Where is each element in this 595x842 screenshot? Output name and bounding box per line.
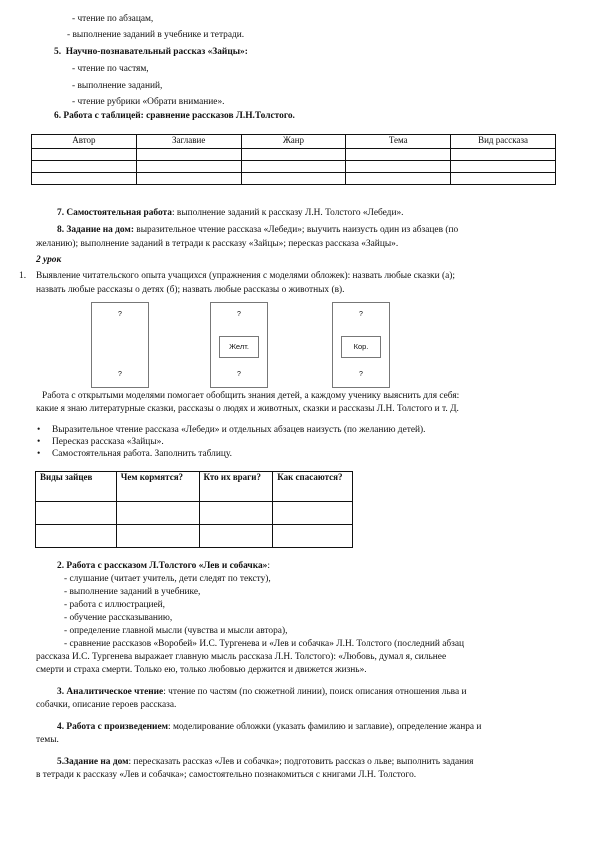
- cover-model-card-a: [91, 302, 149, 388]
- item7-text: : выполнение заданий к рассказу Л.Н. Толстого «Лебеди».: [171, 208, 404, 218]
- lesson2-item5-label: 5.Задание на дом: [57, 757, 129, 767]
- item7-label: 7. Самостоятельная работа: [57, 208, 172, 218]
- card-a-top: ?: [118, 311, 122, 318]
- lesson2-item4-line1: [57, 721, 557, 734]
- item8-text1: выразительное чтение рассказа «Лебеди»; выучить наизусть один из абзацев (по: [133, 225, 459, 235]
- item5-heading: [54, 46, 248, 59]
- table1-header-title: Заглавие: [136, 135, 241, 149]
- table1-header-genre: Жанр: [241, 135, 346, 149]
- card-c-bottom: ?: [359, 370, 363, 378]
- card-b-top: ?: [237, 311, 241, 318]
- lesson2-item2-label: 2. Работа с рассказом Л.Толстого «Лев и собачка»: [57, 561, 268, 571]
- table1-header-type: Вид рассказа: [451, 135, 556, 149]
- item2-line-3: - обучение рассказыванию,: [64, 613, 173, 623]
- lesson2-item3-label: 3. Аналитическое чтение: [57, 687, 164, 697]
- lesson2-item3-line2: собачки, описание героев рассказа.: [36, 700, 177, 710]
- card-a-bottom: ?: [118, 370, 122, 378]
- bullet-item-0: Выразительное чтение рассказа «Лебеди» и отдельных абзацев наизусть (по желанию детей).: [52, 425, 426, 435]
- lesson2-item5-line2: в тетради к рассказу «Лев и собачка»; самостоятельно познакомиться с книгами Л.Н. Толстого.: [36, 770, 417, 780]
- item5-line-0: - чтение по частям,: [72, 64, 149, 74]
- card-b-label: Желт.: [219, 336, 259, 358]
- item8-line2: желанию); выполнение заданий в тетради к рассказу «Зайцы»; пересказ рассказа «Зайцы».: [36, 239, 399, 249]
- text-tasks-textbook: - выполнение заданий в учебнике и тетради.: [67, 30, 245, 40]
- open-models-para-line1: Работа с открытыми моделями помогает обобщить знания детей, а каждому ученику выяснить для себя:: [42, 391, 460, 401]
- table2-header-escape: Как спасаются?: [273, 472, 353, 502]
- bullet-item-1: Пересказ рассказа «Зайцы».: [52, 437, 164, 447]
- item5-title: Научно-познавательный рассказ «Зайцы»:: [65, 47, 248, 57]
- item7: [57, 207, 404, 220]
- table-row: [36, 525, 353, 548]
- lesson2-item3-line1: [57, 686, 557, 699]
- open-models-para-line2: какие я знаю литературные сказки, рассказы о людях и животных, сказки и рассказы Л.Н. Толстого и т. Д.: [36, 404, 459, 414]
- lesson2-item4-line2: темы.: [36, 735, 59, 745]
- item1-line2: назвать любые рассказы о детях (б); назвать любые рассказы о животных (в).: [36, 285, 345, 295]
- text-reading-paragraphs: - чтение по абзацам,: [72, 14, 154, 24]
- table2-header-food: Чем кормятся?: [116, 472, 199, 502]
- lesson2-item4-text1: : моделирование обложки (указать фамилию и заглавие), определение жанра и: [168, 722, 482, 732]
- table1-header-theme: Тема: [346, 135, 451, 149]
- table-row: [32, 173, 556, 185]
- bullet-icon: •: [37, 425, 41, 435]
- table-row: [36, 502, 353, 525]
- item6-heading: 6. Работа с таблицей: сравнение рассказов Л.Н.Толстого.: [54, 111, 295, 121]
- item5-number: 5.: [54, 47, 62, 57]
- item8-line1: [57, 224, 557, 237]
- lesson2-item4-label: 4. Работа с произведением: [57, 722, 168, 732]
- lesson2-item3-text1: : чтение по частям (по сюжетной линии), поиск описания отношения льва и: [163, 687, 467, 697]
- item5-line-2: - чтение рубрики «Обрати внимание».: [72, 97, 225, 107]
- lesson2-heading: 2 урок: [36, 255, 62, 265]
- table2-header-enemies: Кто их враги?: [199, 472, 273, 502]
- table-row: [32, 149, 556, 161]
- comparison-table: [31, 134, 556, 185]
- item1-line1: Выявление читательского опыта учащихся (упражнения с моделями обложек): назвать любые сказки (а);: [36, 271, 455, 281]
- table1-header-author: Автор: [32, 135, 137, 149]
- cover-model-card-b: [210, 302, 268, 388]
- item2-line-4: - определение главной мысли (чувства и мысли автора),: [64, 626, 288, 636]
- lesson2-item5-line1: [57, 756, 557, 769]
- table-row: [32, 161, 556, 173]
- lesson2-item2-colon: :: [267, 561, 270, 571]
- table2-header-types: Виды зайцев: [36, 472, 117, 502]
- lesson2-item5-text1: : пересказать рассказ «Лев и собачка»; подготовить рассказ о льве; выполнить задания: [128, 757, 474, 767]
- item2-line-1: - выполнение заданий в учебнике,: [64, 587, 201, 597]
- item2-line-0: - слушание (читает учитель, дети следят по тексту),: [64, 574, 271, 584]
- bullet-icon: •: [37, 437, 41, 447]
- bullet-icon: •: [37, 449, 41, 459]
- item8-label: 8. Задание на дом:: [57, 225, 134, 235]
- item2-line-6: рассказа И.С. Тургенева выражает главную мысль рассказа Л.Н. Толстого): «Любовь, думал я, сильнее: [36, 652, 447, 662]
- card-c-top: ?: [359, 311, 363, 318]
- item5-line-1: - выполнение заданий,: [72, 81, 163, 91]
- item2-line-5: - сравнение рассказов «Воробей» И.С. Тургенева и «Лев и собачка» Л.Н. Толстого (последний абзац: [64, 639, 465, 649]
- card-b-bottom: ?: [237, 370, 241, 378]
- card-c-label: Кор.: [341, 336, 381, 358]
- hare-types-table: [35, 471, 353, 548]
- bullet-item-2: Самостоятельная работа. Заполнить таблицу.: [52, 449, 232, 459]
- item2-line-7: смерти и страха смерти. Только ею, только любовью держится и движется жизнь».: [36, 665, 367, 675]
- item2-line-2: - работа с иллюстрацией,: [64, 600, 166, 610]
- lesson2-item2: [57, 560, 270, 573]
- cover-model-card-c: [332, 302, 390, 388]
- item1-number: 1.: [19, 271, 27, 281]
